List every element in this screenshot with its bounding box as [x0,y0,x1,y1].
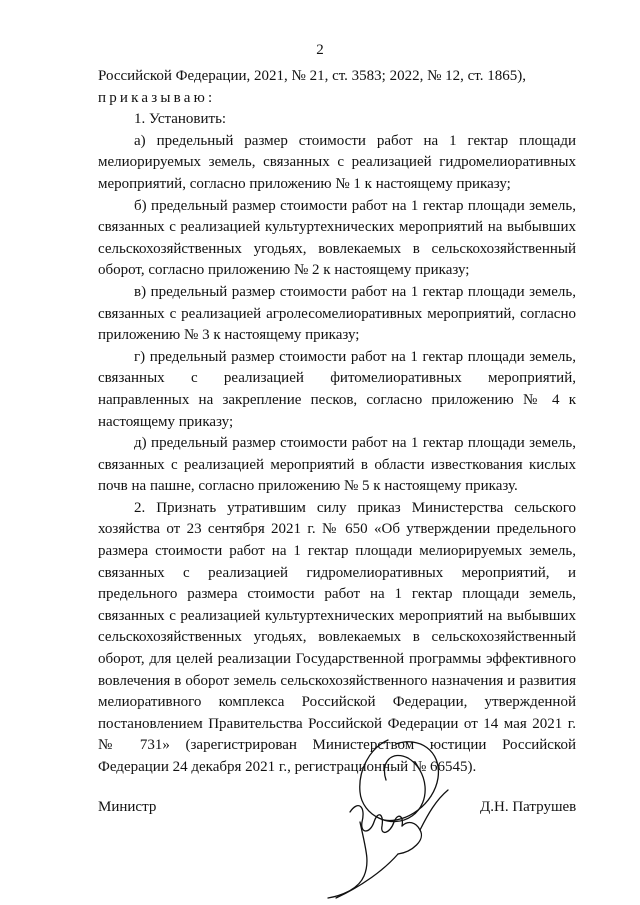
clause-1-heading: 1. Установить: [134,111,227,128]
clause-1-d: д) предельный размер стоимости работ на 1 гектар площади земель, связанных с реализацией мероприятий в области известкования кислых почв на пашне, согласно приложению № 5 к настоящему приказу. [98,435,576,495]
clause-1-b: б) предельный размер стоимости работ на 1 гектар площади земель, связанных с реализацией культуртехнических мероприятий на выбывших сельскохозяйственных угодьях, вовлекаемых в сельскохозяйственный оборот, согласно приложению № 2 к настоящему приказу; [98,197,576,279]
paragraph-order-word: приказываю: [98,89,216,106]
page-number: 2 [316,42,324,58]
clause-1-v: в) предельный размер стоимости работ на 1 гектар площади земель, связанных с реализацией агролесомелиоративных мероприятий, согласно приложению № 3 к настоящему приказу; [98,283,576,344]
paragraph-continuation: Российской Федерации, 2021, № 21, ст. 3583; 2022, № 12, ст. 1865), [98,68,526,84]
document-body [98,66,576,779]
clause-1-g: г) предельный размер стоимости работ на 1 гектар площади земель, связанных с реализацией фитомелиоративных мероприятий, направленных на закрепление песков, согласно приложению № 4 к настоящему приказу; [98,348,576,430]
clause-2: 2. Признать утратившим силу приказ Министерства сельского хозяйства от 23 сентября 2021 г. № 650 «Об утверждении предельного размера стоимости работ на 1 гектар площади мелиорируемых земель, связанных с реализацией гидромелиоративных мероприятий, и предельного размера стоимости работ на 1 гектар площади земель, связанных с реализацией культуртехнических мероприятий на выбывших сельскохозяйственных угодьях, вовлекаемых в сельскохозяйственный оборот, для целей реализации Государственной программы эффективного вовлечения в оборот земель сельскохозяйственного назначения и развития мелиоративного комплекса Российской Федерации, утвержденной постановлением Правительства Российской Федерации от 14 мая 2021 г. № 731» (зарегистрирован Министерством юстиции Российской Федерации 24 декабря 2021 г., регистрационный № 66545). [98,499,576,775]
clause-1-a: а) предельный размер стоимости работ на 1 гектар площади мелиорируемых земель, связанных с реализацией гидромелиоративных мероприятий, согласно приложению № 1 к настоящему приказу; [98,132,576,192]
handwritten-signature [300,730,480,900]
signer-name: Д.Н. Патрушев [480,799,577,815]
signer-position: Министр [98,799,157,815]
